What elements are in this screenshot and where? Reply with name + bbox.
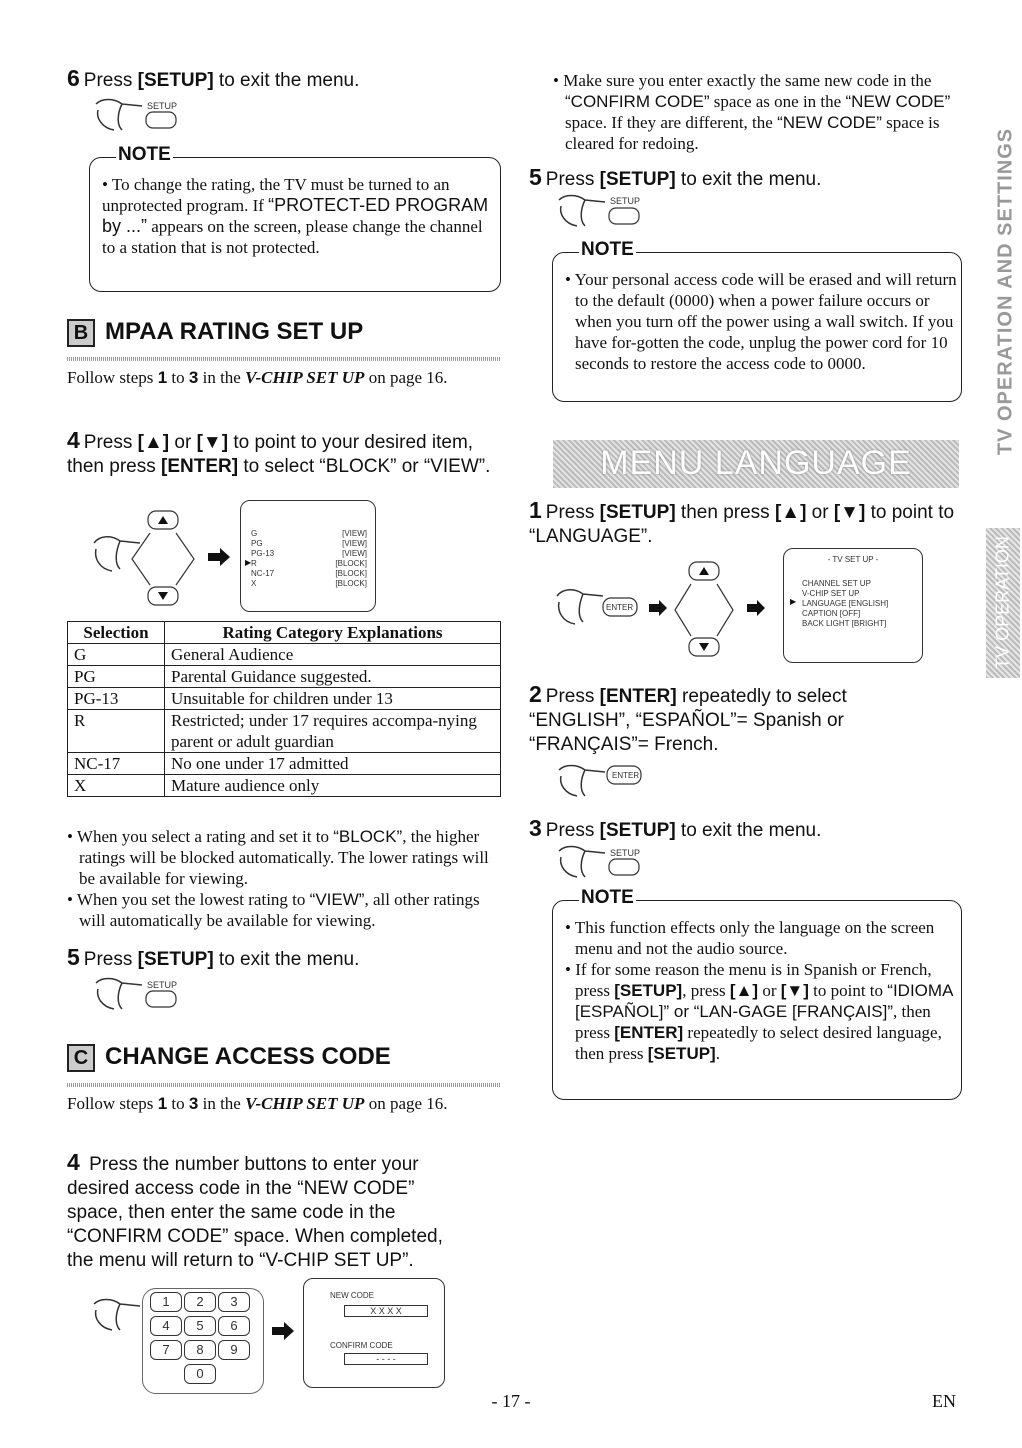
table-cell: General Audience: [165, 644, 501, 666]
table-row: [68, 666, 501, 688]
list-item: [251, 569, 367, 579]
rating-value: [VIEW]: [342, 529, 367, 538]
menu-value: [OFF]: [837, 609, 861, 618]
confirm-code-field: - - - -: [344, 1353, 428, 1365]
remote-arrow-diagram: [553, 558, 778, 667]
menu-item: [802, 599, 918, 609]
menu-value: [ENGLISH]: [846, 599, 889, 608]
step-5-right: 5 Press [SETUP] to exit the menu.: [529, 164, 822, 190]
note-box: NOTE • This function effects only the language on the screen menu and not the audio source. • If for some reason the menu is in Spanish or French, press [SETUP], press [▲] or [▼] to point to “IDIOMA [ESPAÑOL]” or “LAN-GAGE [FRANÇAIS]”, then press [ENTER] repeatedly to select desired language, then press [SETUP].: [552, 900, 962, 1100]
hand-pointer-icon: [90, 1296, 146, 1344]
table-cell: Mature audience only: [165, 775, 501, 797]
number-button-3: 3: [218, 1292, 250, 1312]
language-code: EN: [932, 1391, 956, 1411]
confirm-code-label: CONFIRM CODE: [330, 1341, 393, 1350]
number-button-2: 2: [184, 1292, 216, 1312]
number-button-5: 5: [184, 1316, 216, 1336]
table-cell: G: [68, 644, 165, 666]
step-5: 5 Press [SETUP] to exit the menu.: [67, 944, 360, 970]
menu-label: BACK LIGHT: [802, 619, 850, 628]
menu-label: LANGUAGE: [802, 599, 847, 608]
menu-value: [BRIGHT]: [849, 619, 887, 628]
cursor-icon: ▶: [790, 597, 797, 606]
table-cell: No one under 17 admitted: [165, 753, 501, 775]
table-cell: Restricted; under 17 requires accompa-nying parent or adult guardian: [165, 710, 501, 753]
table-cell: Parental Guidance suggested.: [165, 666, 501, 688]
setup-button-label: SETUP: [610, 848, 641, 858]
number-button-4: 4: [150, 1316, 182, 1336]
menu-item: [802, 609, 918, 619]
side-tab-box: TV OPERATION: [986, 528, 1020, 678]
number-button-8: 8: [184, 1340, 216, 1360]
table-row: [68, 688, 501, 710]
table-cell: PG: [68, 666, 165, 688]
table-cell: R: [68, 710, 165, 753]
rating-screen: [240, 500, 376, 612]
step-3: 3 Press [SETUP] to exit the menu.: [529, 815, 822, 841]
code-bullet: • Make sure you enter exactly the same new code in the “CONFIRM CODE” space as one in the “NEW CODE” space. If they are different, the “NEW CODE” space is cleared for redoing.: [553, 71, 951, 153]
list-item: • This function effects only the language on the screen menu and not the audio source.: [565, 918, 935, 958]
rating-label: X: [251, 579, 257, 588]
table-row: [68, 644, 501, 666]
number-button-6: 6: [218, 1316, 250, 1336]
rating-value: [BLOCK]: [335, 569, 367, 578]
section-banner: MENU LANGUAGE: [553, 440, 959, 488]
note-text: • Your personal access code will be erased and will return to the default (0000) when a power failure occurs or when you turn off the power using a wall switch. If you have for-gotten the code, unplug the power cord for 10 seconds to restore the access code to 0000.: [565, 270, 957, 373]
step-2: 2 Press [ENTER] repeatedly to select “ENGLISH”, “ESPAÑOL”= Spanish or “FRANÇAIS”= French.: [529, 681, 847, 755]
rating-value: [VIEW]: [342, 539, 367, 548]
menu-label: CAPTION: [802, 609, 838, 618]
step-6: 6 Press [SETUP] to exit the menu.: [67, 65, 360, 91]
new-code-label: NEW CODE: [330, 1291, 374, 1300]
rating-value: [VIEW]: [342, 549, 367, 558]
number-button-0: 0: [184, 1364, 216, 1384]
number-button-7: 7: [150, 1340, 182, 1360]
note-text: • To change the rating, the TV must be turned to an unprotected program. If “PROTECT-ED PROGRAM by ...” appears on the screen, please change the channel to a station that is not protected.: [102, 175, 489, 257]
menu-item: [802, 579, 918, 589]
enter-button-label: ENTER: [612, 771, 640, 780]
table-row: [68, 775, 501, 797]
list-item: • When you select a rating and set it to “BLOCK”, the higher ratings will be blocked automatically. The lower ratings will be available for viewing.: [67, 827, 489, 888]
table-header: Rating Category Explanations: [165, 622, 501, 644]
side-tab: TV OPERATION AND SETTINGS: [994, 127, 1017, 456]
number-button-9: 9: [218, 1340, 250, 1360]
new-code-field: X X X X: [344, 1305, 428, 1317]
section-letter-b: B: [67, 319, 95, 347]
table-row: [68, 710, 501, 753]
rating-label: PG: [251, 539, 263, 548]
table-row: [68, 753, 501, 775]
setup-button-label: SETUP: [610, 196, 641, 206]
number-button-1: 1: [150, 1292, 182, 1312]
note-box: NOTE • Your personal access code will be erased and will return to the default (0000) when a power failure occurs or when you turn off the power using a wall switch. If you have for-gotten the code, unplug the power cord for 10 seconds to restore the access code to 0000.: [552, 252, 962, 402]
table-cell: Unsuitable for children under 13: [165, 688, 501, 710]
rating-value: [BLOCK]: [335, 559, 367, 568]
cursor-icon: ▶: [245, 558, 252, 567]
table-cell: PG-13: [68, 688, 165, 710]
rating-label: R: [251, 559, 257, 568]
setup-button-label: SETUP: [147, 101, 178, 111]
table-cell: NC-17: [68, 753, 165, 775]
list-item: [251, 579, 367, 589]
list-item: [251, 529, 367, 539]
access-code-screen: [303, 1278, 445, 1388]
list-item: [251, 559, 367, 569]
note-box: NOTE • To change the rating, the TV must be turned to an unprotected program. If “PROTECT-ED PROGRAM by ...” appears on the screen, please change the channel to a station that is not protected.: [89, 157, 501, 292]
section-b-title: B MPAA RATING SET UP: [67, 318, 363, 347]
rating-bullets: [67, 826, 507, 931]
screen-title: - TV SET UP -: [827, 555, 879, 564]
step-1: 1 Press [SETUP] then press [▲] or [▼] to point to “LANGUAGE”.: [529, 497, 955, 547]
rating-label: PG-13: [251, 549, 275, 558]
hand-pointer-icon: [555, 762, 645, 806]
menu-item: [802, 589, 918, 599]
enter-button-label: ENTER: [606, 603, 634, 612]
section-c-title: C CHANGE ACCESS CODE: [67, 1043, 391, 1072]
divider: [67, 357, 500, 361]
page-number: - 17 -: [491, 1391, 531, 1411]
menu-label: CHANNEL SET UP: [802, 579, 871, 588]
list-item: • If for some reason the menu is in Spanish or French, press [SETUP], press [▲] or [▼] to point to “IDIOMA [ESPAÑOL]” or “LAN-GAGE [FRANÇAIS]”, then press [ENTER] repeatedly to select desired language, then press [SETUP].: [565, 960, 953, 1063]
setup-button-label: SETUP: [147, 980, 178, 990]
follow-steps-text: Follow steps 1 to 3 in the V-CHIP SET UP on page 16.: [67, 368, 448, 387]
divider: [67, 1083, 500, 1087]
rating-label: NC-17: [251, 569, 275, 578]
table-header: Selection: [68, 622, 165, 644]
rating-label: G: [251, 529, 258, 538]
follow-steps-text: Follow steps 1 to 3 in the V-CHIP SET UP on page 16.: [67, 1094, 448, 1113]
step-4-code: 4 Press the number buttons to enter your desired access code in the “NEW CODE” space, then enter the same code in the “CONFIRM CODE” space. When completed, the menu will return to “V-CHIP SET UP”.: [67, 1149, 443, 1271]
tv-setup-screen: [783, 548, 923, 663]
note-text: [565, 917, 953, 1064]
section-letter-c: C: [67, 1044, 95, 1072]
table-cell: X: [68, 775, 165, 797]
step-4: 4 Press [▲] or [▼] to point to your desired item, then press [ENTER] to select “BLOCK” or “VIEW”.: [67, 427, 491, 477]
arrow-right-icon: [272, 1322, 294, 1344]
list-item: [251, 549, 367, 559]
rating-table: [67, 621, 501, 797]
list-item: • When you set the lowest rating to “VIEW”, all other ratings will automatically be available for viewing.: [67, 890, 480, 930]
list-item: [251, 539, 367, 549]
rating-value: [BLOCK]: [335, 579, 367, 588]
menu-item: [802, 619, 918, 629]
menu-label: V-CHIP SET UP: [802, 589, 860, 598]
